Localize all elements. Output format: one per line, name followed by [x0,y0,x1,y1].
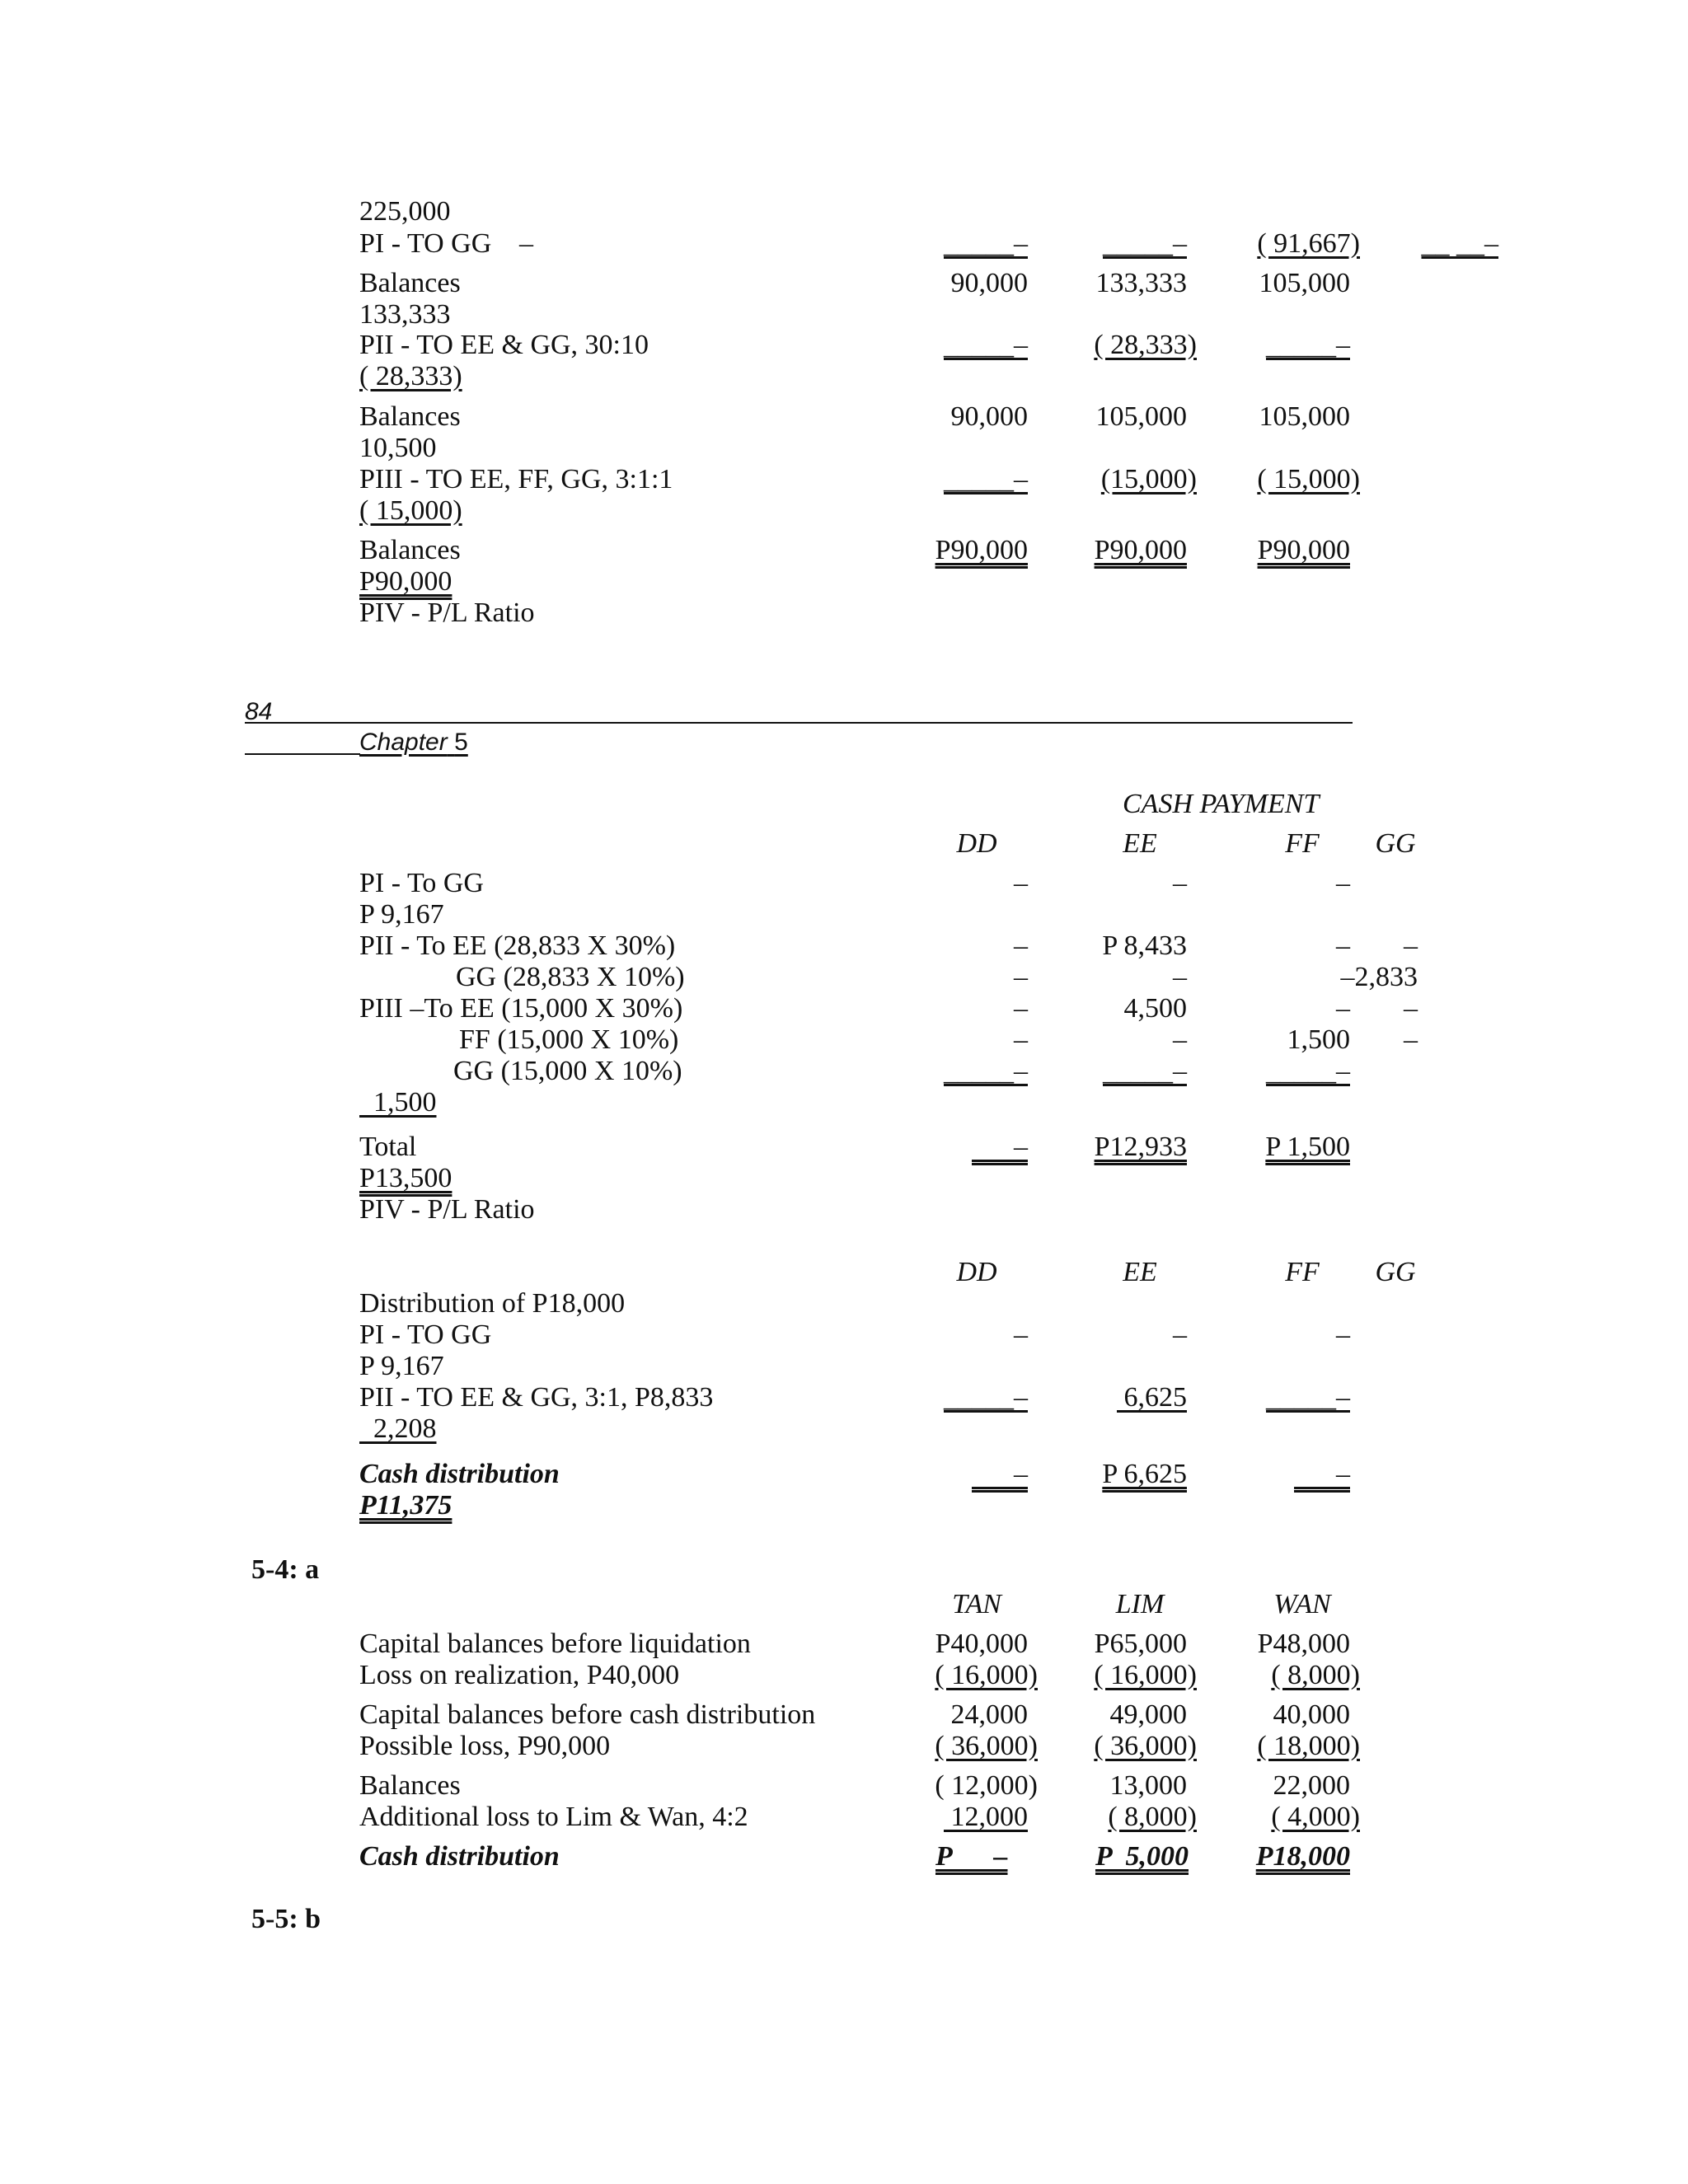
amount-cell [1071,1382,1187,1413]
amount-cell: ( 16,000) [935,1660,1038,1690]
section-title: CASH PAYMENT [1123,789,1320,819]
amount-cell: P12,933 [1094,1132,1187,1162]
amount-cell: P65,000 [1094,1629,1187,1659]
row-label: Possible loss, P90,000 [359,1731,611,1761]
row-label: Additional loss to Lim & Wan, 4:2 [359,1802,748,1832]
amount-cell: 4,500 [1123,993,1187,1024]
amount-cell: 105,000 [1259,401,1350,432]
amount-cell: _____– [944,464,1028,494]
column-header: TAN [952,1589,1001,1619]
amount-cell: – [1014,993,1028,1024]
text-line: FF (15,000 X 10%) [459,1024,679,1055]
amount-cell: P 5,000 [1095,1841,1189,1872]
text-line: Total [359,1132,417,1162]
text-line: P13,500 [359,1163,452,1193]
amount-cell: – [1336,1319,1350,1350]
amount-cell: _____– [1103,1056,1187,1086]
amount-cell: ( 91,667) [1257,228,1360,259]
text-line: P90,000 [359,566,452,597]
amount-cell: 13,000 [1109,1770,1187,1801]
text-line: 133,333 [359,299,451,330]
text-line [359,1413,437,1445]
column-header: LIM [1115,1589,1165,1619]
text-line: PIII –To EE (15,000 X 30%) [359,993,683,1024]
amount-cell: 24,000 [950,1699,1028,1730]
amount-cell: – [1014,962,1028,992]
amount-cell: _____– [1266,1056,1350,1086]
subtotal-value: 1,500 [373,1087,437,1118]
column-header: GG [1375,828,1416,859]
header-rule-short [245,753,360,755]
amount-cell: P 8,433 [1102,930,1187,961]
problem-label: 5-4: a [251,1554,320,1585]
amount-cell: – [1404,930,1418,961]
column-header: WAN [1273,1589,1331,1619]
amount-cell: P90,000 [1094,535,1187,565]
amount-cell: ( 16,000) [1094,1660,1197,1690]
amount-cell: _____– [1266,330,1350,360]
text-line: PIV - P/L Ratio [359,1194,535,1225]
dash: – [519,228,533,259]
amount-cell: P 1,500 [1265,1132,1350,1162]
amount-cell: _____– [944,228,1028,259]
column-header: DD [956,828,997,859]
amount-cell: 1,500 [1287,1024,1350,1055]
amount-cell: 22,000 [1273,1770,1350,1801]
amount-cell: – [1336,993,1350,1024]
amount-cell: – [1404,993,1418,1024]
row-label: Balances [359,1770,461,1801]
amount-cell: ( 18,000) [1257,1731,1360,1761]
amount-cell: – [1014,930,1028,961]
problem-label: 5-5: b [251,1904,321,1934]
amount-cell: P 6,625 [1102,1459,1187,1489]
text-line: Balances [359,268,461,298]
amount-cell: – [1014,1024,1028,1055]
column-header: EE [1123,828,1157,859]
amount-cell: – [1014,1319,1028,1350]
chapter-label: Chapter 5 [359,729,468,756]
column-header: FF [1285,1257,1320,1287]
text-line: PI - TO GG [359,1319,492,1350]
amount-cell: 90,000 [950,268,1028,298]
text-line: PIII - TO EE, FF, GG, 3:1:1 [359,464,673,494]
amount-cell [915,1132,1028,1163]
amount-cell: – [1173,868,1187,898]
tan-value: 12,000 [950,1802,1028,1832]
page-number: 84 [245,698,273,725]
text-line [359,1087,437,1118]
amount-cell: – [1404,1024,1418,1055]
text-line: P11,375 [359,1490,452,1521]
amount-cell: _____– [944,1056,1028,1086]
text-line: GG (28,833 X 10%) [456,962,685,992]
amount-cell: P48,000 [1257,1629,1350,1659]
row-label: Capital balances before liquidation [359,1629,751,1659]
amount-cell: 105,000 [1259,268,1350,298]
amount-cell [1220,1459,1350,1490]
text-line: 225,000 [359,196,451,227]
ee-value: 6,625 [1123,1382,1187,1413]
amount-cell: – [1173,1319,1187,1350]
text-line: PI - To GG [359,868,484,898]
text-line: PIV - P/L Ratio [359,598,535,628]
amount-cell: 105,000 [1095,401,1187,432]
amount-cell: P90,000 [1257,535,1350,565]
row-label: Capital balances before cash distribution [359,1699,816,1730]
text-line: Distribution of P18,000 [359,1288,626,1319]
amount-cell: ( 28,333) [1094,330,1197,360]
amount-cell: P40,000 [935,1629,1028,1659]
amount-cell: – [1336,868,1350,898]
amount-cell [915,1802,1028,1833]
amount-cell: 90,000 [950,401,1028,432]
amount-cell: ( 4,000) [1271,1802,1360,1832]
text-line: Balances [359,535,461,565]
text-line: PII - To EE (28,833 X 30%) [359,930,676,961]
cash-dd: – [1014,1459,1028,1489]
row-label: Cash distribution [359,1841,560,1872]
amount-cell: __ __– [1421,228,1498,259]
column-header: GG [1375,1257,1416,1287]
column-header: FF [1285,828,1320,859]
amount-cell: –2,833 [1340,962,1418,992]
text-line: Cash distribution [359,1459,560,1489]
amount-cell: – [1173,962,1187,992]
amount-cell: (15,000) [1100,464,1197,494]
total-dd: – [1014,1132,1028,1162]
text-line: PI - TO GG [359,228,492,259]
amount-cell: – [1336,930,1350,961]
text-line: ( 28,333) [359,361,462,391]
amount-cell: P – [935,1841,1008,1872]
text-line: ( 15,000) [359,495,462,526]
column-header: DD [956,1257,997,1287]
amount-cell: ( 36,000) [1094,1731,1197,1761]
amount-cell: – [1014,868,1028,898]
amount-cell: P18,000 [1255,1841,1350,1872]
text-line: PII - TO EE & GG, 3:1, P8,833 [359,1382,714,1413]
amount-cell: P90,000 [935,535,1028,565]
amount-cell: 40,000 [1273,1699,1350,1730]
header-rule [245,722,1353,724]
amount-cell: ( 12,000) [935,1770,1038,1801]
amount-cell: 49,000 [1109,1699,1187,1730]
text-line: Balances [359,401,461,432]
text-line: GG (15,000 X 10%) [453,1056,682,1086]
amount-cell: _____– [944,1382,1028,1413]
amount-cell: ( 36,000) [935,1731,1038,1761]
amount-cell: ( 8,000) [1271,1660,1360,1690]
amount-cell: – [1173,1024,1187,1055]
amount-cell [915,1459,1028,1490]
amount-cell: _____– [1266,1382,1350,1413]
amount-cell: ( 8,000) [1108,1802,1197,1832]
cash-ff: – [1336,1459,1350,1489]
column-header: EE [1123,1257,1157,1287]
row-label: Loss on realization, P40,000 [359,1660,680,1690]
amount-cell: _____– [1103,228,1187,259]
text-line: PII - TO EE & GG, 30:10 [359,330,649,360]
amount-cell: ( 15,000) [1257,464,1360,494]
text-line: P 9,167 [359,1351,444,1381]
text-line: P 9,167 [359,899,444,930]
subtotal-value: 2,208 [373,1413,437,1444]
text-line: 10,500 [359,433,437,463]
amount-cell: 133,333 [1095,268,1187,298]
amount-cell: _____– [944,330,1028,360]
